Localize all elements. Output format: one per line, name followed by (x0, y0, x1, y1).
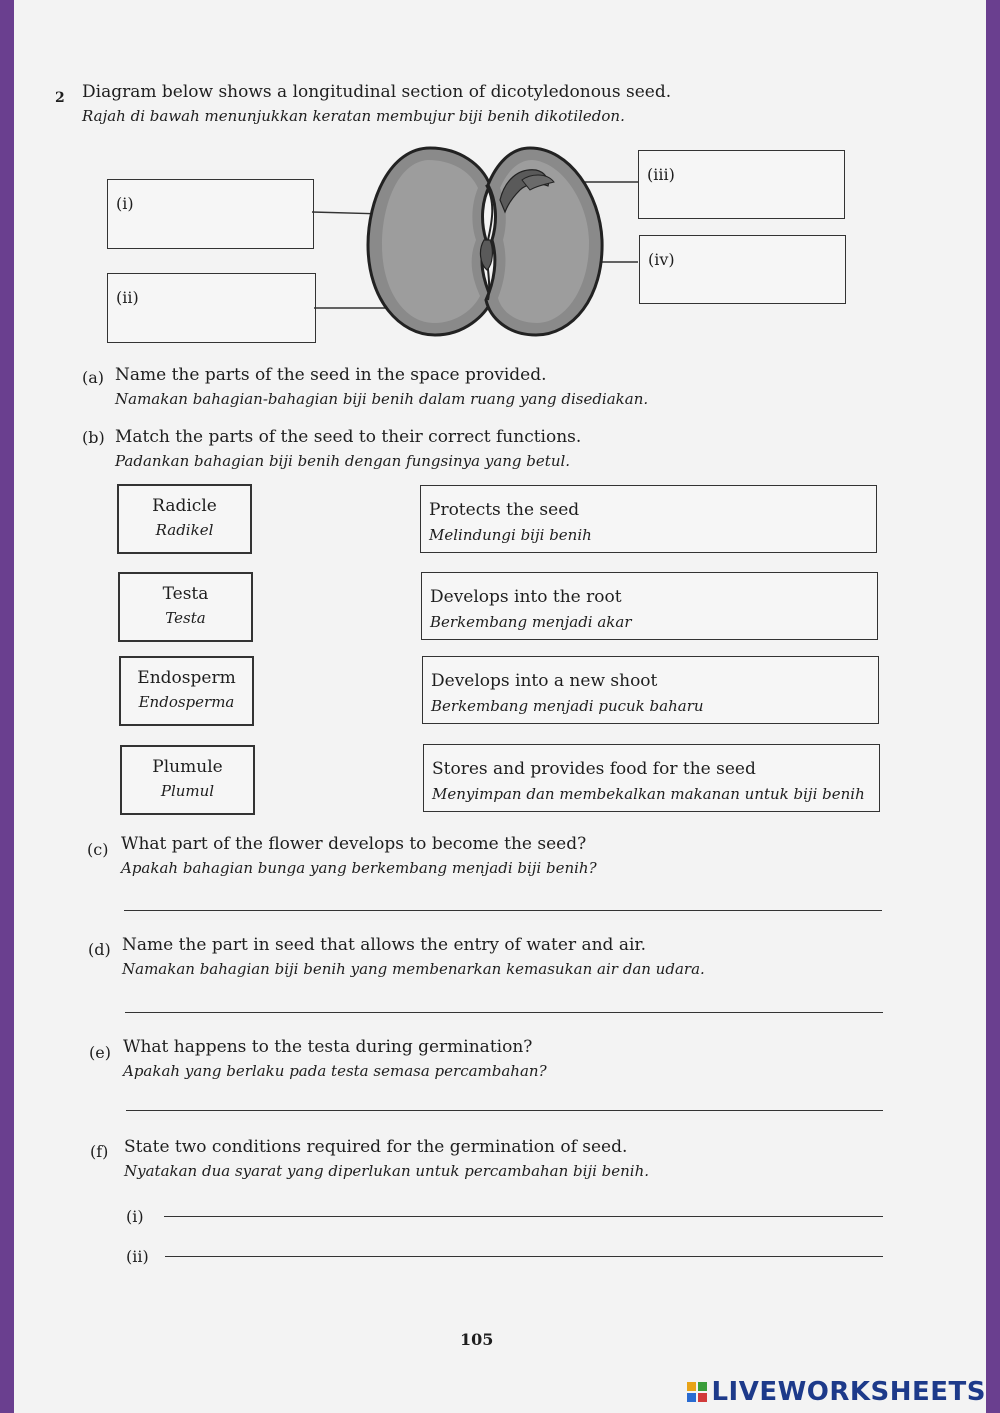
function-label-en: Develops into the root (430, 587, 622, 607)
function-label-en: Develops into a new shoot (431, 671, 658, 691)
page-number: 105 (460, 1330, 494, 1349)
answer-line-e[interactable] (126, 1110, 883, 1111)
part-label-ms: Endosperma (138, 693, 235, 711)
part-d-en: Name the part in seed that allows the entry of water and air. (122, 935, 647, 955)
function-box-root[interactable] (421, 572, 878, 640)
label-box-ii[interactable] (107, 273, 316, 343)
seed-diagram (300, 140, 645, 345)
part-label-en: Plumule (152, 757, 223, 777)
function-label-en: Stores and provides food for the seed (432, 759, 756, 779)
liveworksheets-logo-icon (687, 1382, 707, 1402)
question-intro-ms: Rajah di bawah menunjukkan keratan membujur biji benih dikotiledon. (82, 107, 625, 125)
label-box-i[interactable] (107, 179, 314, 249)
answer-line-f-i[interactable] (164, 1216, 883, 1217)
part-f-letter: (f) (90, 1142, 109, 1161)
function-box-shoot[interactable] (422, 656, 879, 724)
function-label-ms: Melindungi biji benih (429, 526, 592, 544)
part-e-letter: (e) (89, 1043, 111, 1062)
question-intro-en: Diagram below shows a longitudinal section of dicotyledonous seed. (82, 82, 672, 102)
part-d-letter: (d) (88, 940, 111, 959)
part-a-en: Name the parts of the seed in the space provided. (115, 365, 547, 385)
part-label-en: Radicle (152, 496, 217, 516)
answer-line-d[interactable] (125, 1012, 883, 1013)
part-f-item-i: (i) (126, 1207, 144, 1226)
answer-line-c[interactable] (124, 910, 882, 911)
part-box-testa[interactable] (118, 572, 253, 642)
part-f-ms: Nyatakan dua syarat yang diperlukan untuk percambahan biji benih. (124, 1162, 650, 1180)
function-label-ms: Menyimpan dan membekalkan makanan untuk biji benih (432, 785, 865, 803)
part-box-plumule[interactable] (120, 745, 255, 815)
part-a-ms: Namakan bahagian-bahagian biji benih dalam ruang yang disediakan. (115, 390, 649, 408)
part-c-en: What part of the flower develops to become the seed? (121, 834, 587, 854)
label-ii: (ii) (116, 288, 139, 307)
part-a-letter: (a) (82, 368, 105, 387)
part-b-ms: Padankan bahagian biji benih dengan fungsinya yang betul. (115, 452, 571, 470)
part-f-en: State two conditions required for the germination of seed. (124, 1137, 628, 1157)
part-label-ms: Plumul (160, 782, 215, 800)
part-label-ms: Radikel (155, 521, 214, 539)
part-label-en: Endosperm (137, 668, 236, 688)
question-number: 2 (55, 90, 65, 106)
part-c-ms: Apakah bahagian bunga yang berkembang menjadi biji benih? (121, 859, 597, 877)
liveworksheets-wordmark: LIVEWORKSHEETS (711, 1377, 986, 1407)
part-box-endosperm[interactable] (119, 656, 254, 726)
function-box-food[interactable] (423, 744, 880, 812)
answer-line-f-ii[interactable] (165, 1256, 883, 1257)
part-c-letter: (c) (87, 840, 109, 859)
label-box-iv[interactable] (639, 235, 846, 304)
part-b-letter: (b) (82, 428, 105, 447)
part-label-en: Testa (162, 584, 209, 604)
liveworksheets-logo (687, 1377, 986, 1407)
part-b-en: Match the parts of the seed to their correct functions. (115, 427, 582, 447)
label-box-iii[interactable] (638, 150, 845, 219)
function-label-ms: Berkembang menjadi akar (430, 613, 632, 631)
label-i: (i) (116, 194, 134, 213)
function-label-ms: Berkembang menjadi pucuk baharu (431, 697, 704, 715)
function-box-protects[interactable] (420, 485, 877, 553)
part-e-ms: Apakah yang berlaku pada testa semasa percambahan? (123, 1062, 547, 1080)
part-label-ms: Testa (165, 609, 206, 627)
part-f-item-ii: (ii) (126, 1247, 149, 1266)
part-d-ms: Namakan bahagian biji benih yang membenarkan kemasukan air dan udara. (122, 960, 705, 978)
part-box-radicle[interactable] (117, 484, 252, 554)
part-e-en: What happens to the testa during germination? (123, 1037, 533, 1057)
label-iii: (iii) (647, 165, 675, 184)
label-iv: (iv) (648, 250, 675, 269)
function-label-en: Protects the seed (429, 500, 580, 520)
